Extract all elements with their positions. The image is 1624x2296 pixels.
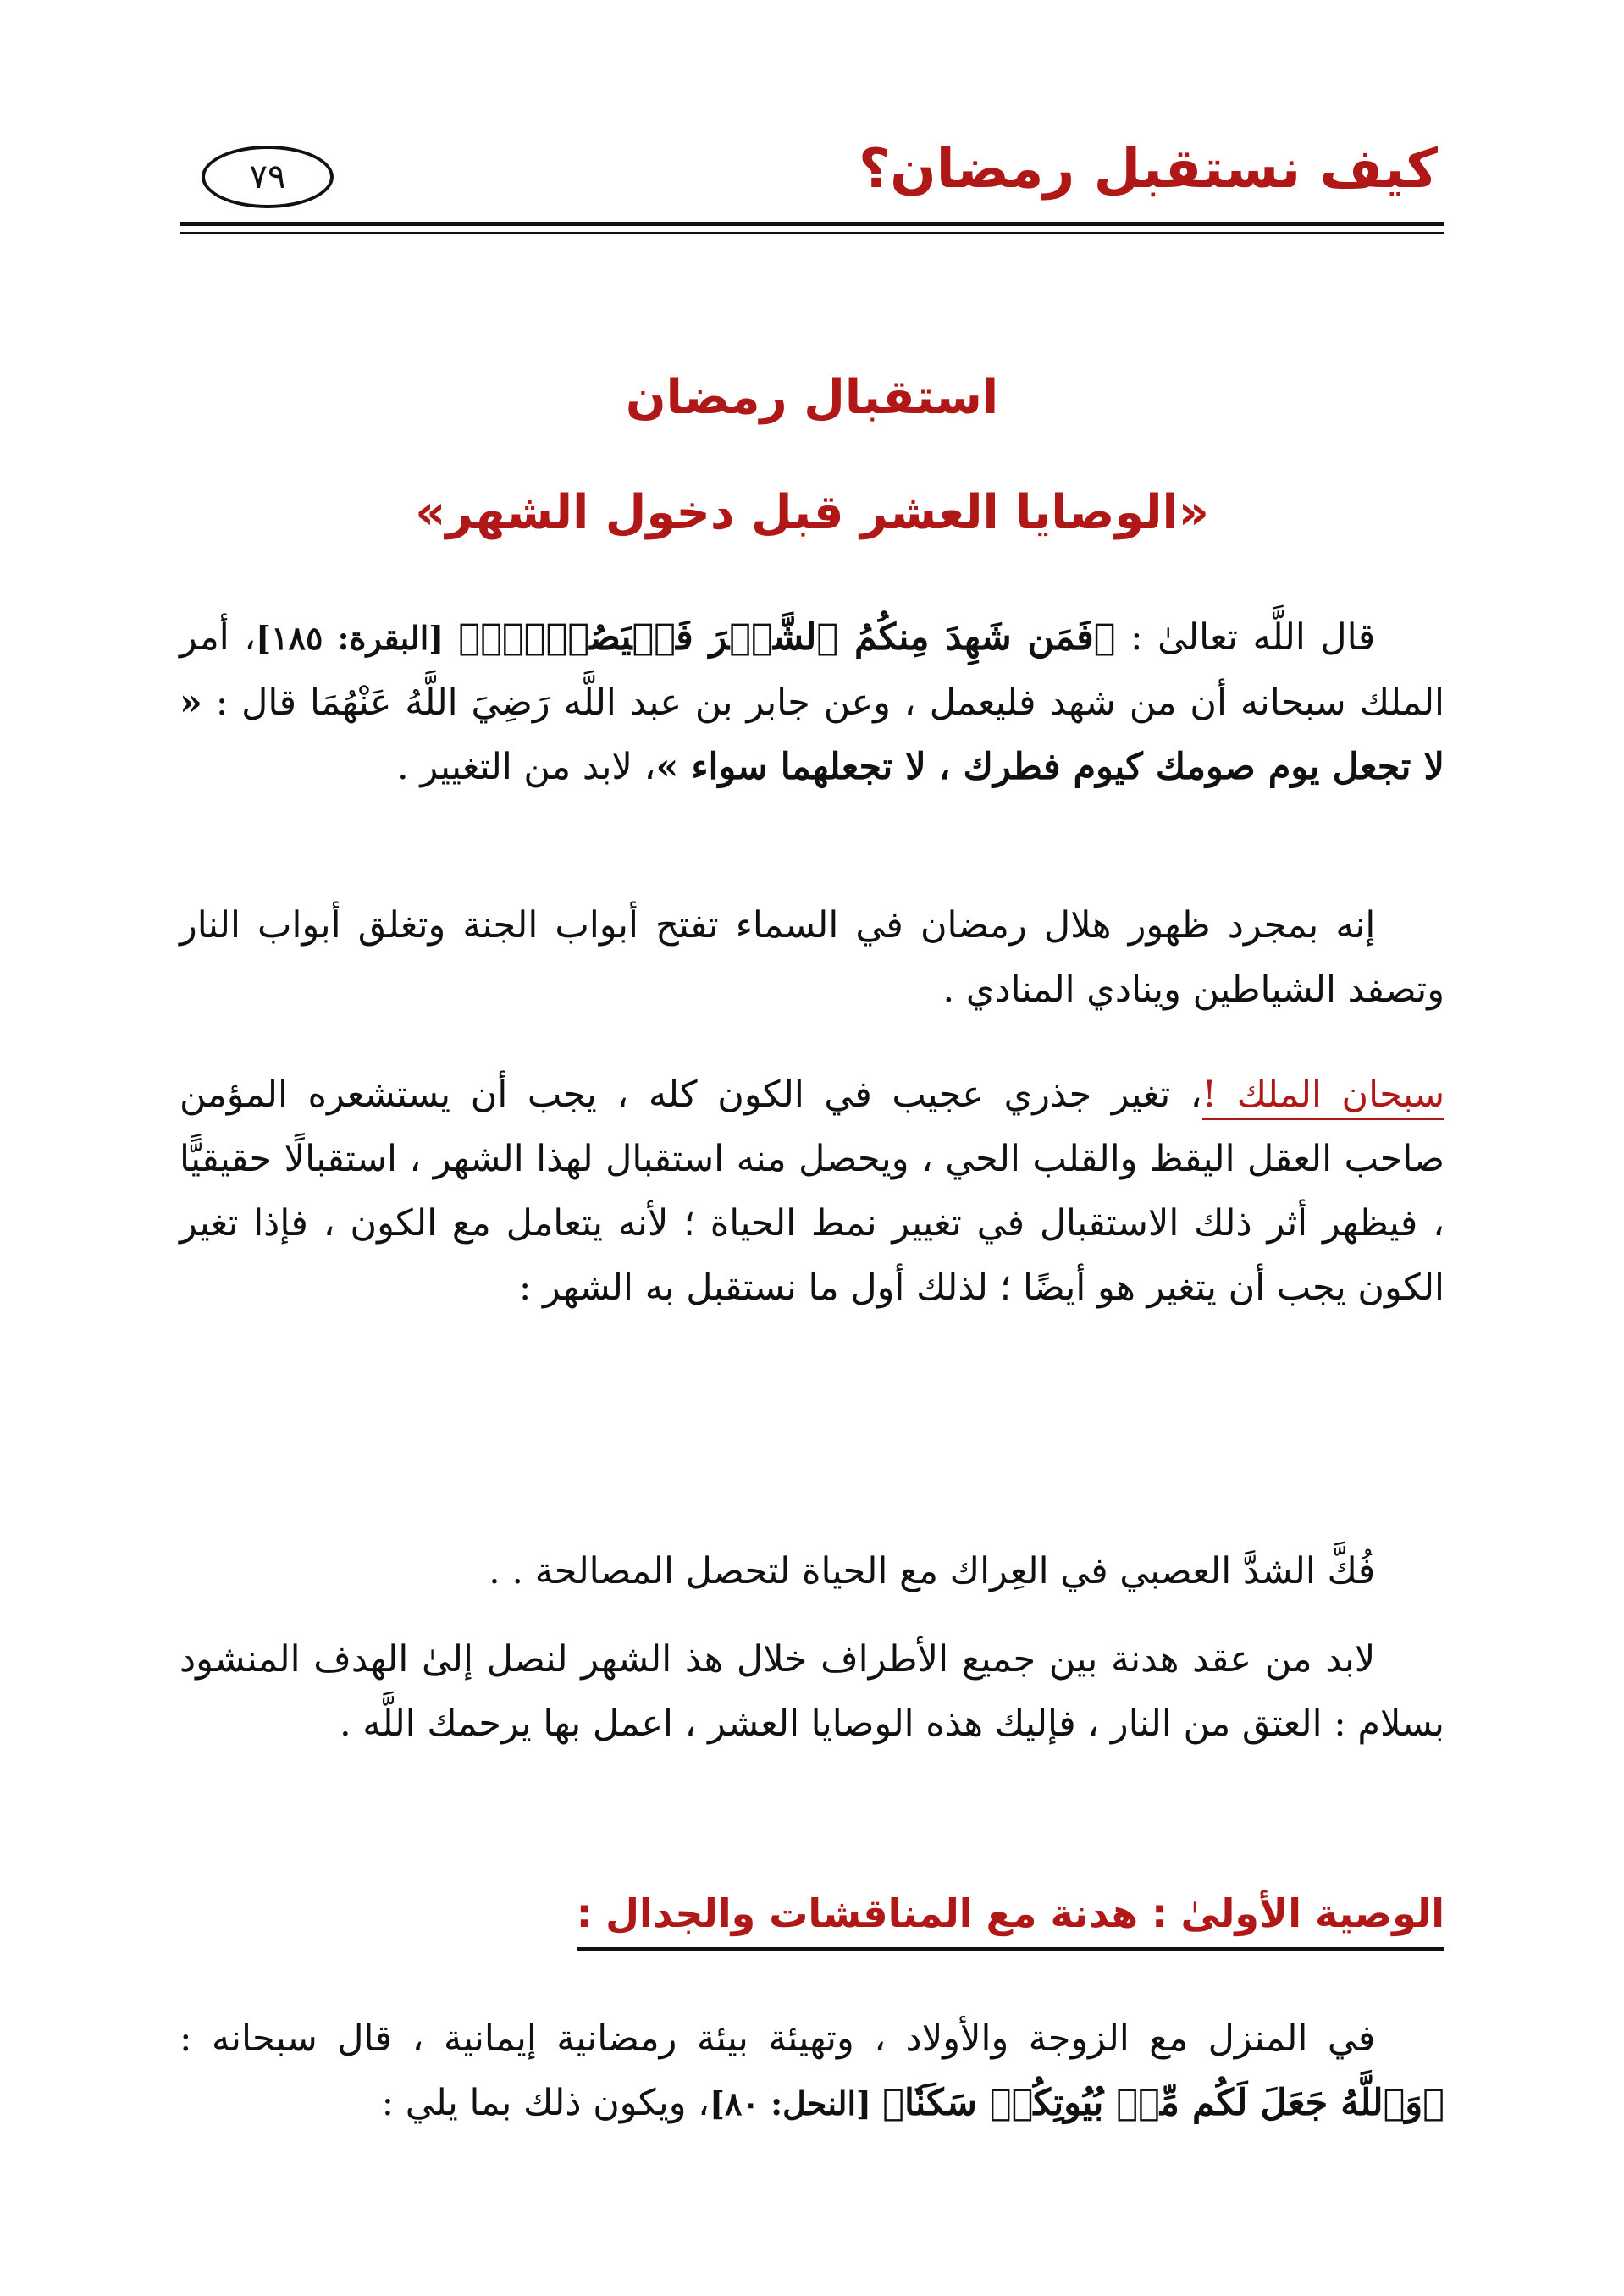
highlighted-phrase: سبحان الملك !	[1202, 1073, 1444, 1120]
paragraph-7-text: في المنزل مع الزوجة والأولاد ، وتهيئة بيئة رمضانية إيمانية ، قال سبحانه :	[180, 2017, 1376, 2060]
paragraph-1-text: ، أمر الملك سبحانه أن من شهد فليعمل ، وعن جابر بن عبد اللَّه رَضِيَ اللَّهُ عَنْهُمَا قال :	[180, 616, 1444, 724]
paragraph-5: لابد من عقد هدنة بين جميع الأطراف خلال هذ الشهر لنصل إلىٰ الهدف المنشود بسلام : العتق من النار ، فإليك هذه الوصايا العشر ، اعمل بها يرحمك اللَّه .	[180, 1638, 1444, 1745]
paragraph-7-tail: ، ويكون ذلك بما يلي :	[381, 2082, 710, 2124]
running-title: كيف نستقبل رمضان؟	[858, 138, 1438, 201]
quran-verse: ﴿فَمَن شَهِدَ مِنكُمُ ٱلشَّهۡرَ فَلۡيَصُمۡهُۖ﴾	[458, 616, 1116, 659]
chapter-subtitle: «الوصايا العشر قبل دخول الشهر»	[415, 485, 1209, 540]
quran-verse-2: ﴿وَٱللَّهُ جَعَلَ لَكُم مِّنۢ بُيُوتِكُمۡ سَكَنٗا﴾	[882, 2082, 1444, 2124]
hadith-quote: « لا تجعل يوم صومك كيوم فطرك ، لا تجعلهما سواء »	[180, 682, 1444, 788]
paragraph-1-tail: ، لابد من التغيير .	[396, 746, 656, 788]
paragraph-3-text: ، تغير جذري عجيب في الكون كله ، يجب أن يستشعره المؤمن صاحب العقل اليقظ والقلب الحي ، ويحصل منه استقبال لهذا الشهر ، استقبالًا حقيقيًّا ، فيظهر أثر ذلك الاستقبال في تغيير نمط الحياة ؛ لأنه يتعامل مع الكون ، فإذا تغير الكون يجب أن يتغير هو أيضًا ؛ لذلك أول ما نستقبل به الشهر :	[180, 1073, 1444, 1309]
paragraph-1	[180, 605, 1444, 799]
chapter-title: استقبال رمضان	[625, 370, 999, 425]
verse-reference: [البقرة: ١٨٥]	[256, 619, 459, 657]
header-rule-thick	[180, 222, 1444, 226]
page-number: ٧٩	[202, 146, 334, 208]
paragraph-7	[180, 2006, 1444, 2136]
paragraph-1-lead: قال اللَّه تعالىٰ :	[1115, 616, 1376, 659]
paragraph-2: إنه بمجرد ظهور هلال رمضان في السماء تفتح أبواب الجنة وتغلق أبواب النار وتصفد الشياطين وينادي المنادي .	[180, 904, 1444, 1011]
section-heading: الوصية الأولىٰ : هدنة مع المناقشات والجدال :	[577, 1888, 1444, 1951]
verse-reference-2: [النحل: ٨٠]	[710, 2084, 883, 2122]
paragraph-4: فُكَّ الشدَّ العصبي في العِراك مع الحياة لتحصل المصالحة . .	[489, 1550, 1376, 1592]
paragraph-3	[180, 1062, 1444, 1320]
header-rule-thin	[180, 232, 1444, 234]
